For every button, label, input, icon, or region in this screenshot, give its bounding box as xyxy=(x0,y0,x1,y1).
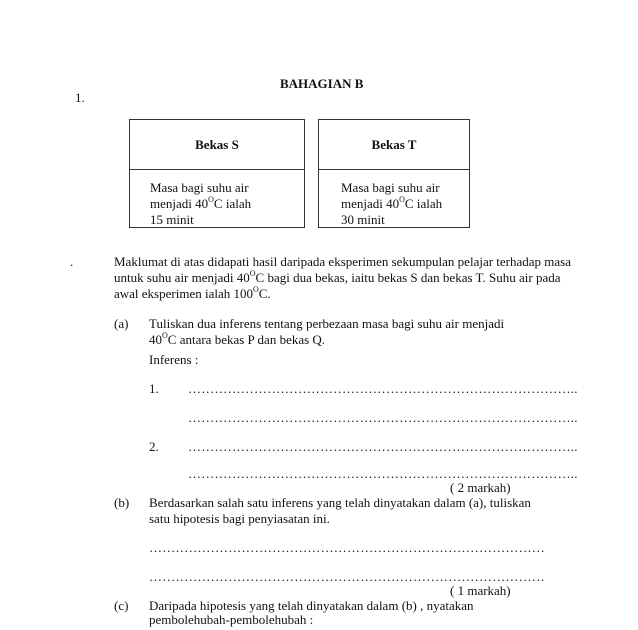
intro-line-2: untuk suhu air menjadi $40^OC$ bagi dua bekas, iaitu bekas S dan bekas T. Suhu air pada xyxy=(114,268,561,285)
intro-line-1: Maklumat di atas didapati hasil daripada eksperimen sekumpulan pelajar terhadap masa xyxy=(114,254,572,269)
part-b-line-1: Berdasarkan salah satu inferens yang telah dinyatakan dalam (a), tuliskan xyxy=(149,495,531,510)
box-t-line-2: menjadi $40^OC$ ialah xyxy=(341,194,443,211)
part-a-line-1: Tuliskan dua inferens tentang perbezaan masa bagi suhu air menjadi xyxy=(149,316,505,331)
hipotesis-answer-line-1[interactable]: ……………………………………………………………………………… xyxy=(149,540,545,555)
inferens-2-answer-line-2[interactable]: …………………………………………………………………………….. xyxy=(188,466,578,481)
box-bekas-t-body xyxy=(341,180,442,228)
inferens-2-answer-line-1[interactable]: …………………………………………………………………………….. xyxy=(188,439,578,454)
part-a-label: (a) xyxy=(114,316,129,331)
box-bekas-s-title: Bekas S xyxy=(130,120,304,170)
section-title: BAHAGIAN B xyxy=(280,76,364,91)
box-s-line-1: Masa bagi suhu air xyxy=(150,180,249,195)
box-t-line-1: Masa bagi suhu air xyxy=(341,180,440,195)
inferens-1-answer-line-2[interactable]: …………………………………………………………………………….. xyxy=(188,410,578,425)
box-s-line-2: menjadi $40^OC$ ialah xyxy=(150,194,252,211)
box-bekas-s-body xyxy=(150,180,251,228)
part-b-line-2: satu hipotesis bagi penyiasatan ini. xyxy=(149,511,330,526)
part-b-marks: ( 1 markah) xyxy=(450,583,511,598)
box-bekas-t xyxy=(318,119,470,228)
part-a-line-2: $40^OC$ antara bekas P dan bekas Q. xyxy=(149,330,326,347)
inferens-label: Inferens : xyxy=(149,352,199,367)
intro-bullet: . xyxy=(70,254,74,269)
inferens-item-2-number: 2. xyxy=(149,439,159,454)
box-s-line-3: 15 minit xyxy=(150,212,194,227)
part-a-marks: ( 2 markah) xyxy=(450,480,511,495)
question-number: 1. xyxy=(75,90,85,105)
part-c-line-1: Daripada hipotesis yang telah dinyatakan dalam (b) , nyatakan xyxy=(149,598,474,613)
part-c-line-2: pembolehubah-pembolehubah : xyxy=(149,612,314,627)
part-c-label: (c) xyxy=(114,598,129,613)
part-b-label: (b) xyxy=(114,495,130,510)
intro-line-3: awal eksperimen ialah $100^OC$. xyxy=(114,284,271,301)
box-t-line-3: 30 minit xyxy=(341,212,385,227)
hipotesis-answer-line-2[interactable]: ……………………………………………………………………………… xyxy=(149,569,545,584)
box-bekas-t-title: Bekas T xyxy=(319,120,469,170)
inferens-1-answer-line-1[interactable]: …………………………………………………………………………….. xyxy=(188,381,578,396)
box-bekas-s xyxy=(129,119,305,228)
inferens-item-1-number: 1. xyxy=(149,381,159,396)
